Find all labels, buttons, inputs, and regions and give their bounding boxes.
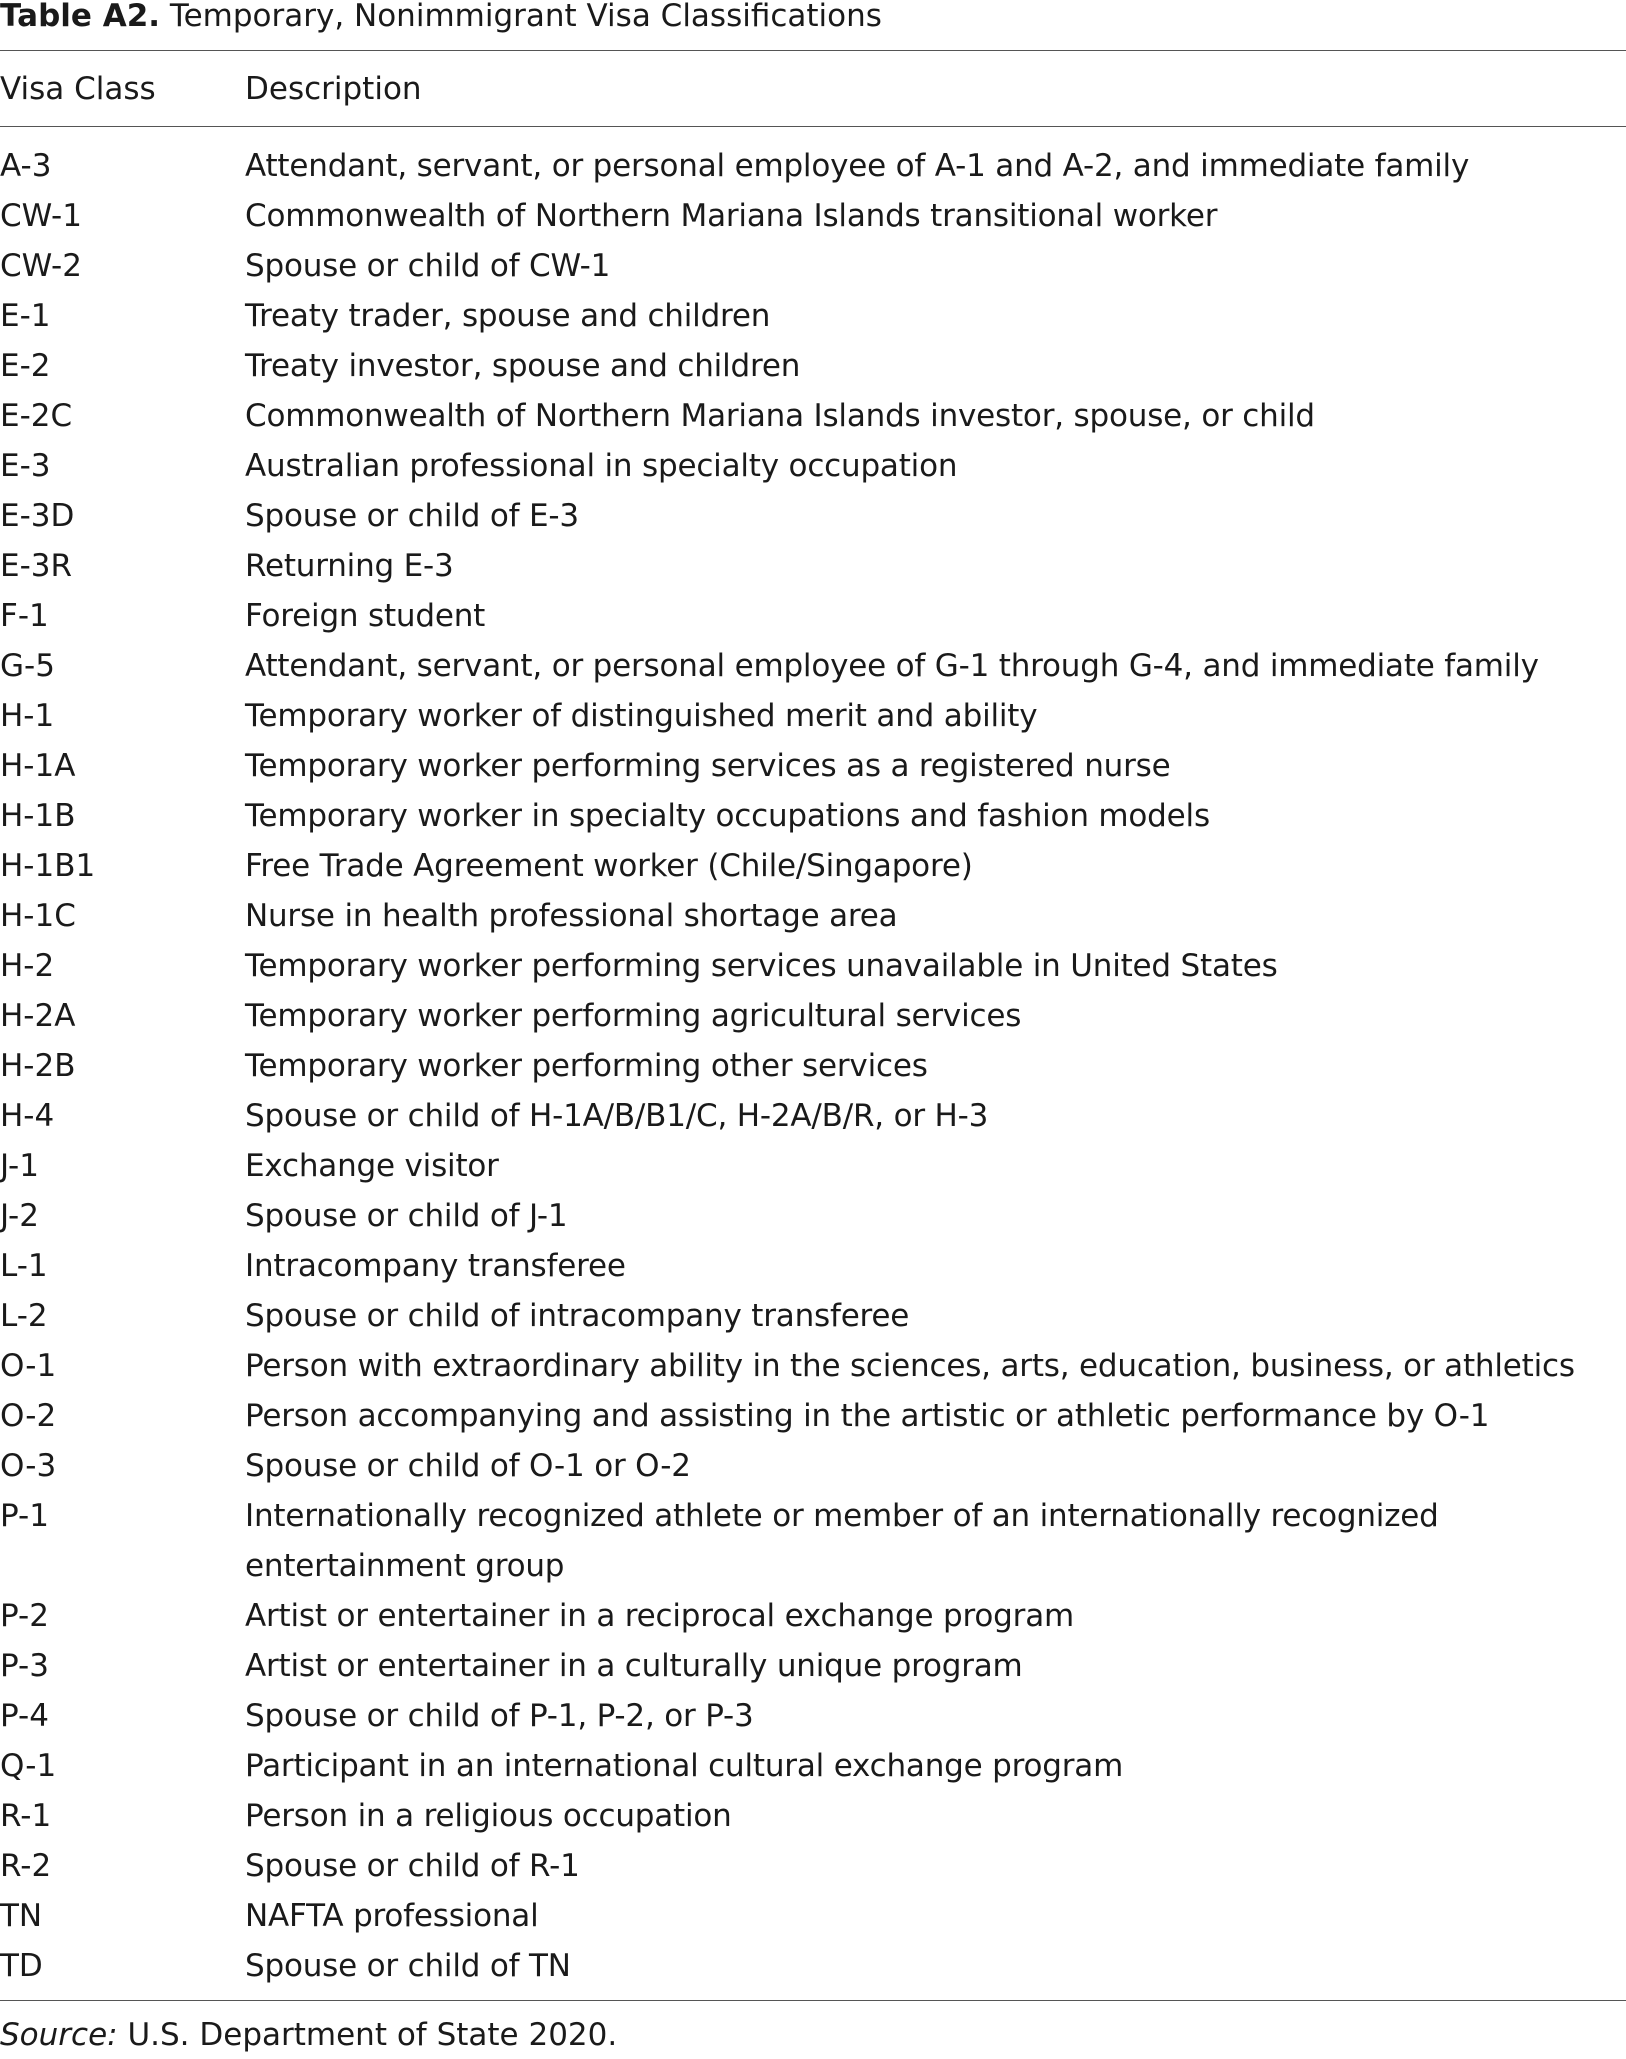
description-cell: Spouse or child of P-1, P-2, or P-3 — [245, 1698, 754, 1734]
description-cell: Internationally recognized athlete or member of an internationally recognized entertainment group — [245, 1498, 1439, 1584]
table-row — [0, 1941, 1626, 1991]
visa-class-cell: A-3 — [0, 148, 52, 184]
table-row — [0, 291, 1626, 341]
visa-class-cell: E-2 — [0, 348, 51, 384]
source-label: Source: — [0, 2017, 118, 2053]
visa-class-cell: H-4 — [0, 1098, 55, 1134]
table-row — [0, 1841, 1626, 1891]
visa-class-cell: P-3 — [0, 1648, 49, 1684]
description-cell: Spouse or child of J-1 — [245, 1198, 568, 1234]
table-row — [0, 491, 1626, 541]
table-row — [0, 341, 1626, 391]
visa-class-cell: H-2B — [0, 1048, 76, 1084]
table-row — [0, 1791, 1626, 1841]
description-cell: Spouse or child of O-1 or O-2 — [245, 1448, 691, 1484]
table-row — [0, 1691, 1626, 1741]
table-row — [0, 891, 1626, 941]
column-header-description: Description — [245, 71, 422, 107]
table-row — [0, 1441, 1626, 1491]
visa-class-cell: O-1 — [0, 1348, 57, 1384]
visa-class-cell: CW-2 — [0, 248, 82, 284]
visa-class-cell: H-1A — [0, 748, 76, 784]
visa-class-cell: O-3 — [0, 1448, 57, 1484]
description-cell: Temporary worker in specialty occupations and fashion models — [245, 798, 1210, 834]
visa-class-cell: E-2C — [0, 398, 73, 434]
description-cell: Artist or entertainer in a culturally unique program — [245, 1648, 1023, 1684]
visa-class-cell: L-1 — [0, 1248, 48, 1284]
description-cell: Spouse or child of intracompany transferee — [245, 1298, 910, 1334]
table-row — [0, 1591, 1626, 1641]
table-body — [0, 141, 1626, 1991]
visa-class-cell: H-1C — [0, 898, 76, 934]
top-rule — [0, 50, 1626, 51]
description-cell: Australian professional in specialty occupation — [245, 448, 958, 484]
description-cell: Spouse or child of R-1 — [245, 1848, 580, 1884]
table-row — [0, 941, 1626, 991]
table-row — [0, 1491, 1626, 1591]
description-cell: Temporary worker performing agricultural services — [245, 998, 1022, 1034]
visa-class-cell: H-1 — [0, 698, 55, 734]
description-cell: Participant in an international cultural exchange program — [245, 1748, 1124, 1784]
table-row — [0, 1391, 1626, 1441]
visa-class-cell: P-2 — [0, 1598, 49, 1634]
description-cell: Exchange visitor — [245, 1148, 499, 1184]
description-cell: Spouse or child of H-1A/B/B1/C, H-2A/B/R, or H-3 — [245, 1098, 989, 1134]
visa-class-cell: P-4 — [0, 1698, 49, 1734]
description-cell: Person with extraordinary ability in the sciences, arts, education, business, or athletics — [245, 1348, 1575, 1384]
table-row — [0, 991, 1626, 1041]
visa-class-cell: J-1 — [0, 1148, 39, 1184]
table-row — [0, 1741, 1626, 1791]
description-cell: Artist or entertainer in a reciprocal exchange program — [245, 1598, 1074, 1634]
table-row — [0, 1891, 1626, 1941]
description-cell: Temporary worker performing services as a registered nurse — [245, 748, 1171, 784]
table-row — [0, 1141, 1626, 1191]
visa-class-cell: G-5 — [0, 648, 55, 684]
visa-class-cell: J-2 — [0, 1198, 39, 1234]
description-cell: Commonwealth of Northern Mariana Islands investor, spouse, or child — [245, 398, 1315, 434]
description-cell: Free Trade Agreement worker (Chile/Singapore) — [245, 848, 973, 884]
table-row — [0, 741, 1626, 791]
table-row — [0, 1241, 1626, 1291]
table-row — [0, 791, 1626, 841]
description-cell: Spouse or child of E-3 — [245, 498, 579, 534]
table-row — [0, 541, 1626, 591]
visa-class-cell: H-1B — [0, 798, 76, 834]
column-header-visa-class: Visa Class — [0, 71, 156, 107]
visa-class-cell: E-3D — [0, 498, 75, 534]
table-row — [0, 391, 1626, 441]
table-row — [0, 191, 1626, 241]
description-cell: NAFTA professional — [245, 1898, 539, 1934]
visa-class-cell: E-3 — [0, 448, 51, 484]
table-row — [0, 141, 1626, 191]
table-row — [0, 1291, 1626, 1341]
visa-class-cell: CW-1 — [0, 198, 82, 234]
description-cell: Spouse or child of CW-1 — [245, 248, 611, 284]
table-row — [0, 841, 1626, 891]
visa-class-cell: Q-1 — [0, 1748, 57, 1784]
visa-class-cell: L-2 — [0, 1298, 48, 1334]
table-row — [0, 241, 1626, 291]
description-cell: Person in a religious occupation — [245, 1798, 732, 1834]
description-cell: Attendant, servant, or personal employee of A-1 and A-2, and immediate family — [245, 148, 1470, 184]
visa-class-cell: H-1B1 — [0, 848, 96, 884]
description-cell: Attendant, servant, or personal employee of G-1 through G-4, and immediate family — [245, 648, 1539, 684]
description-cell: Temporary worker performing other services — [245, 1048, 928, 1084]
table-row — [0, 1041, 1626, 1091]
description-cell: Commonwealth of Northern Mariana Islands transitional worker — [245, 198, 1218, 234]
visa-class-cell: O-2 — [0, 1398, 57, 1434]
table-row — [0, 1641, 1626, 1691]
table-row — [0, 641, 1626, 691]
bottom-rule — [0, 2000, 1626, 2001]
table-row — [0, 1091, 1626, 1141]
table-caption — [0, 0, 882, 40]
description-cell: Returning E-3 — [245, 548, 454, 584]
description-cell: Person accompanying and assisting in the artistic or athletic performance by O-1 — [245, 1398, 1490, 1434]
visa-class-cell: TD — [0, 1948, 43, 1984]
header-rule — [0, 126, 1626, 127]
table-row — [0, 591, 1626, 641]
visa-class-cell: P-1 — [0, 1498, 49, 1534]
table-row — [0, 1341, 1626, 1391]
description-cell: Temporary worker of distinguished merit and ability — [245, 698, 1038, 734]
visa-class-cell: F-1 — [0, 598, 49, 634]
visa-class-cell: E-1 — [0, 298, 51, 334]
table-caption-title: Temporary, Nonimmigrant Visa Classifications — [169, 0, 882, 34]
visa-class-cell: R-2 — [0, 1848, 52, 1884]
visa-class-cell: H-2 — [0, 948, 55, 984]
source-note — [0, 2014, 617, 2056]
table-caption-label: Table A2. — [0, 0, 161, 34]
table-row — [0, 691, 1626, 741]
description-cell: Foreign student — [245, 598, 486, 634]
visa-class-cell: TN — [0, 1898, 43, 1934]
table-header-row — [0, 64, 1626, 114]
description-cell: Spouse or child of TN — [245, 1948, 571, 1984]
description-cell: Treaty investor, spouse and children — [245, 348, 801, 384]
visa-class-cell: H-2A — [0, 998, 76, 1034]
table-row — [0, 441, 1626, 491]
description-cell: Temporary worker performing services unavailable in United States — [245, 948, 1278, 984]
source-text: U.S. Department of State 2020. — [117, 2017, 618, 2053]
visa-class-cell: E-3R — [0, 548, 73, 584]
description-cell: Nurse in health professional shortage area — [245, 898, 898, 934]
description-cell: Treaty trader, spouse and children — [245, 298, 771, 334]
table-row — [0, 1191, 1626, 1241]
description-cell: Intracompany transferee — [245, 1248, 626, 1284]
visa-class-cell: R-1 — [0, 1798, 52, 1834]
